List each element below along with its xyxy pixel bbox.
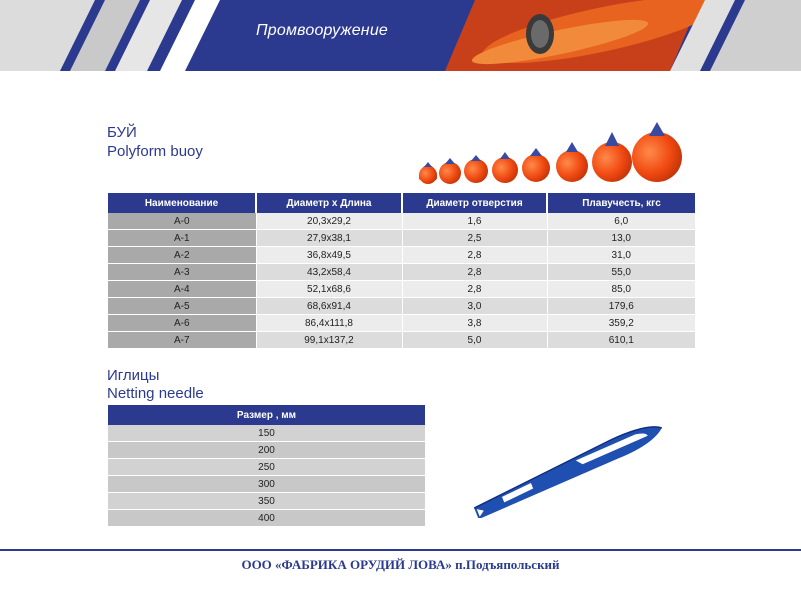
- table-row: [108, 476, 425, 493]
- header-title: Промвооружение: [256, 22, 389, 39]
- table-cell: 20,3х29,2: [256, 213, 402, 230]
- column-header: Плавучесть, кгс: [547, 193, 695, 213]
- column-header: Наименование: [108, 193, 256, 213]
- table-cell: 99,1х137,2: [256, 332, 402, 349]
- table-cell: 150: [108, 425, 425, 442]
- table-row: [108, 264, 695, 281]
- buoys-illustration: [412, 120, 692, 190]
- table-cell: A-3: [108, 264, 256, 281]
- table-row: [108, 493, 425, 510]
- table-cell: A-4: [108, 281, 256, 298]
- needle-title-en: Netting needle: [107, 385, 204, 402]
- table-row: [108, 459, 425, 476]
- buoy-table-header: [108, 193, 695, 213]
- buoy-table: [108, 193, 695, 349]
- table-cell: A-5: [108, 298, 256, 315]
- table-cell: A-6: [108, 315, 256, 332]
- netting-needle-icon: [458, 418, 678, 518]
- buoy-title-en: Polyform buoy: [107, 143, 203, 160]
- table-cell: 86,4х111,8: [256, 315, 402, 332]
- table-row: [108, 281, 695, 298]
- table-cell: 400: [108, 510, 425, 527]
- table-cell: 200: [108, 442, 425, 459]
- table-cell: 359,2: [547, 315, 695, 332]
- needle-table-header: [108, 405, 425, 425]
- table-cell: 85,0: [547, 281, 695, 298]
- table-cell: 43,2х58,4: [256, 264, 402, 281]
- column-header: Диаметр х Длина: [256, 193, 402, 213]
- table-cell: A-2: [108, 247, 256, 264]
- table-cell: 68,6х91,4: [256, 298, 402, 315]
- footer-divider: [0, 549, 801, 551]
- table-row: [108, 213, 695, 230]
- table-row: [108, 442, 425, 459]
- table-cell: 5,0: [402, 332, 547, 349]
- needle-title-ru: Иглицы: [107, 367, 160, 384]
- table-cell: 2,8: [402, 264, 547, 281]
- header-banner: [0, 0, 801, 71]
- table-cell: 3,0: [402, 298, 547, 315]
- table-cell: 610,1: [547, 332, 695, 349]
- table-cell: 55,0: [547, 264, 695, 281]
- column-header: Диаметр отверстия: [402, 193, 547, 213]
- needle-table: [108, 405, 425, 527]
- buoy-title-ru: БУЙ: [107, 124, 137, 141]
- buoy-icon: [419, 122, 682, 184]
- table-cell: A-1: [108, 230, 256, 247]
- table-cell: 27,9х38,1: [256, 230, 402, 247]
- table-cell: 6,0: [547, 213, 695, 230]
- footer-company-name: ООО «ФАБРИКА ОРУДИЙ ЛОВА» п.Подъяпольский: [241, 557, 560, 572]
- table-row: [108, 510, 425, 527]
- table-row: [108, 332, 695, 349]
- table-cell: A-7: [108, 332, 256, 349]
- table-row: [108, 247, 695, 264]
- table-cell: 350: [108, 493, 425, 510]
- table-cell: 2,8: [402, 281, 547, 298]
- table-cell: 250: [108, 459, 425, 476]
- table-cell: 2,8: [402, 247, 547, 264]
- table-cell: 2,5: [402, 230, 547, 247]
- table-cell: 36,8х49,5: [256, 247, 402, 264]
- table-cell: 179,6: [547, 298, 695, 315]
- table-row: [108, 315, 695, 332]
- table-cell: 52,1х68,6: [256, 281, 402, 298]
- table-cell: A-0: [108, 213, 256, 230]
- table-row: [108, 425, 425, 442]
- table-row: [108, 298, 695, 315]
- table-cell: 31,0: [547, 247, 695, 264]
- table-cell: 3,8: [402, 315, 547, 332]
- header-decoration: [0, 0, 801, 71]
- table-cell: 1,6: [402, 213, 547, 230]
- column-header: Размер , мм: [108, 405, 425, 425]
- table-cell: 300: [108, 476, 425, 493]
- table-cell: 13,0: [547, 230, 695, 247]
- table-row: [108, 230, 695, 247]
